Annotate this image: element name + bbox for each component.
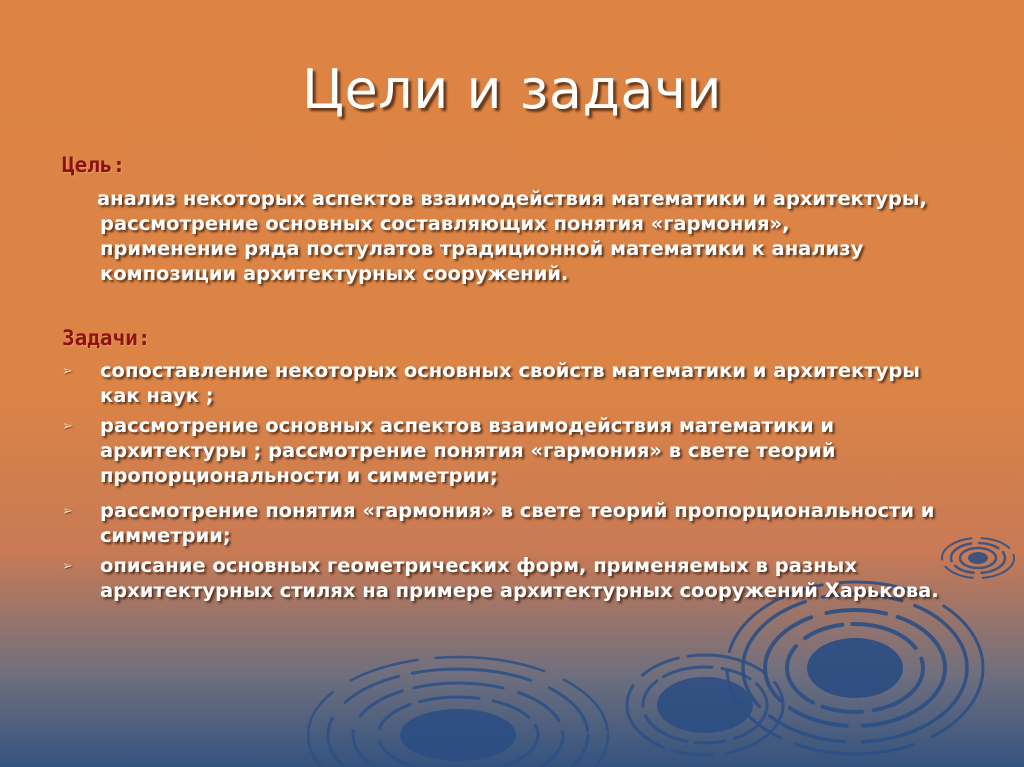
slide-title: Цели и задачи bbox=[302, 58, 722, 121]
arrow-bullet-icon: ➢ bbox=[62, 419, 73, 434]
ripple-left bbox=[308, 657, 608, 767]
arrow-bullet-icon: ➢ bbox=[62, 559, 73, 574]
ripple-right bbox=[727, 582, 983, 754]
ripple-small bbox=[942, 538, 1014, 578]
task-text: рассмотрение основных аспектов взаимодействия математики и архитектуры ; рассмотрение понятия «гармония» в свете теорий пропорциональности и симметрии; bbox=[100, 414, 836, 487]
task-text: рассмотрение понятия «гармония» в свете теорий пропорциональности и симметрии; bbox=[100, 499, 935, 547]
goal-text: анализ некоторых аспектов взаимодействия математики и архитектуры, рассмотрение основных составляющих понятия «гармония», применение ряда постулатов традиционной математики к анализу композиции архитектурных сооружений. bbox=[97, 187, 927, 285]
arrow-bullet-icon: ➢ bbox=[62, 504, 73, 519]
arrow-bullet-icon: ➢ bbox=[62, 364, 73, 379]
task-text: описание основных геометрических форм, применяемых в разных архитектурных стилях на примере архитектурных сооружений Харькова. bbox=[100, 554, 939, 602]
tasks-heading: Задачи: bbox=[62, 326, 151, 350]
task-text: сопоставление некоторых основных свойств математики и архитектуры как наук ; bbox=[100, 359, 920, 407]
goal-heading: Цель: bbox=[62, 153, 126, 177]
